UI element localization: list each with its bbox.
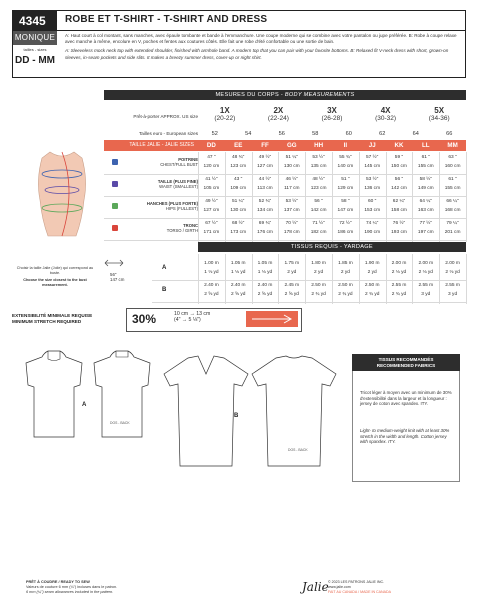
yardage-value: 2.00 m — [445, 261, 460, 266]
ready-to-sew-note: PRÊT À COUDRE / READY TO SEW Valeurs de couture 6 mm (¼") incluses dans le patron. 6 mm (¼") seam allowances included in the pattern. — [26, 580, 118, 594]
yardage-value: 1.80 m — [311, 261, 326, 266]
column-divider — [359, 254, 360, 304]
column-divider — [278, 254, 279, 304]
measurement-value: 190 cm — [364, 230, 381, 235]
measurement-value: 72 ½" — [339, 221, 352, 226]
measurement-value: 176 cm — [257, 230, 273, 235]
yardage-value: 2 ⅝ yd — [257, 292, 273, 297]
yardage-value: 2 ⅝ yd — [284, 292, 299, 297]
measurement-value: 113 cm — [257, 186, 273, 191]
recommended-fabrics-en: Light- to medium-weight knit with at least 30% stretch in the width and length. Cotton jersey with spandex. ITY. — [360, 428, 450, 445]
fabric-width: 56" 147 cm — [110, 272, 125, 282]
yardage-view-label: A — [162, 265, 167, 271]
measurement-value: 109 cm — [230, 186, 247, 191]
measurement-value: 77 ½" — [419, 221, 432, 226]
torso-illustration-icon — [32, 150, 92, 238]
yardage-value: 2 ¾ yd — [338, 292, 353, 297]
eu-size-cell: 52 — [211, 131, 218, 137]
measurement-color-marker — [112, 203, 118, 209]
eu-size-cell: 56 — [278, 131, 285, 137]
measurement-value: 135 cm — [310, 164, 327, 169]
column-divider — [386, 254, 387, 304]
measurement-value: 134 cm — [257, 208, 273, 213]
measurement-value: 182 cm — [310, 230, 327, 235]
description-fr: A: Haut court à col montant, sans manches, avec épaule tombante et bande à l'emmanchure. Une coupe moderne qui se combine avec votre pantalon ou jupe préférée. B: Robe à coupe relaxe avec manche à même, encolure en V, poches et fentes aux coutures côtés. Elle fait une robe d'été confortable ou une sortie de bain. — [65, 33, 457, 45]
measurement-value: 56 " — [314, 199, 323, 204]
yardage-value: 2 ⅝ yd — [230, 292, 246, 297]
view-a-back-tag: DOS - BACK — [110, 421, 130, 425]
jalie-size-cell: JJ — [368, 142, 376, 149]
measurement-value: 173 cm — [230, 230, 247, 235]
yardage-value: 2 yd — [287, 270, 297, 275]
yardage-title: TISSUS REQUIS - YARDAGE — [198, 242, 466, 252]
measurement-value: 130 cm — [230, 208, 247, 213]
eu-label: Tailles euro - European sizes — [139, 131, 198, 136]
yardage-value: 2 ⅛ yd — [418, 270, 433, 275]
rtw-size-cell: 3X (26-28) — [321, 106, 343, 122]
measurement-value: 53 ½" — [312, 155, 325, 160]
header-box — [12, 10, 466, 78]
measurement-value: 145 cm — [364, 164, 381, 169]
measurement-value: 76 ½" — [392, 221, 406, 226]
column-divider — [252, 254, 253, 304]
yardage-value: 2 ⅝ yd — [204, 292, 219, 297]
column-divider — [198, 254, 199, 304]
measurement-value: 63 " — [448, 155, 457, 160]
measurement-value: 147 cm — [337, 208, 354, 213]
rtw-size-cell: 4X (30-32) — [375, 106, 397, 122]
view-b-back-tag: DOS - BACK — [288, 448, 308, 452]
eu-size-cell: 54 — [245, 131, 252, 137]
yardage-value: 2 ¾ yd — [364, 292, 380, 297]
measurement-value: 70 ½" — [285, 221, 298, 226]
column-divider — [252, 152, 253, 242]
size-range: DD - MM — [15, 55, 55, 66]
eu-size-cell: 60 — [345, 131, 352, 137]
eu-size-cell: 62 — [379, 131, 386, 137]
yardage-value: 1 ⅛ yd — [204, 270, 219, 275]
description — [65, 33, 461, 64]
measurement-value: 68 ½" — [232, 221, 245, 226]
yardage-value: 1.75 m — [284, 261, 300, 266]
yardage-value: 2 ¾ yd — [311, 292, 326, 297]
measurement-label: HANCHES (PLUS FORTE) HIPS (FULLEST) — [146, 201, 198, 211]
measurement-value: 153 cm — [364, 208, 381, 213]
yardage-value: 1.05 m — [257, 261, 273, 266]
jalie-size-cell: GG — [286, 142, 297, 149]
choose-size-fr: Choisir la taille Jalie (Jolie) qui correspond au buste. — [16, 266, 94, 275]
measurement-value: 79 ¼" — [446, 221, 459, 226]
measurement-value: 197 cm — [417, 230, 434, 235]
column-divider — [412, 254, 413, 304]
measurement-value: 51 ¼" — [232, 199, 245, 204]
measurement-value: 142 cm — [391, 186, 407, 191]
column-divider — [332, 254, 333, 304]
recommended-fabrics-fr: Tricot léger à moyen avec un minimum de 30% d'extensibilité dans la largeur et la longueur : jersey de coton avec spandex. ITY. — [360, 390, 452, 407]
stretch-range: 10 cm → 13 cm (4" → 5 ⅛") — [174, 311, 211, 323]
measurement-value: 66 ¼" — [446, 199, 459, 204]
stretch-label: EXTENSIBILITÉ MINIMALE REQUISE MINIMUM STRETCH REQUIRED — [12, 313, 93, 324]
measurement-value: 56 " — [394, 177, 404, 182]
measurement-value: 69 ¾" — [258, 221, 272, 226]
yardage-value: 2.00 m — [391, 261, 407, 266]
measurement-color-marker — [112, 225, 118, 231]
yardage-value: 2.55 m — [418, 283, 434, 288]
measurement-value: 137 cm — [283, 208, 300, 213]
measurement-value: 123 cm — [310, 186, 327, 191]
measurement-value: 61 " — [421, 155, 430, 160]
yardage-value: 1 ⅛ yd — [257, 270, 273, 275]
view-b-label: B — [234, 413, 239, 419]
column-divider — [359, 152, 360, 242]
yardage-value: 2.50 m — [338, 283, 353, 288]
measurement-value: 64 ¼" — [419, 199, 432, 204]
measurement-value: 49 ½" — [205, 199, 218, 204]
measurement-value: 41 ½" — [205, 177, 218, 182]
measurement-value: 127 cm — [257, 164, 273, 169]
yardage-value: 2 yd — [367, 270, 377, 275]
column-divider — [332, 152, 333, 242]
jalie-size-cell: KK — [394, 142, 404, 149]
yardage-value: 2 ⅛ yd — [391, 270, 407, 275]
stretch-arrow-icon — [246, 311, 298, 327]
measurement-value: 150 cm — [391, 164, 407, 169]
measurement-value: 186 cm — [337, 230, 354, 235]
yardage-value: 2 ¾ yd — [391, 292, 407, 297]
measurement-value: 62 ¼" — [392, 199, 406, 204]
column-divider — [305, 152, 306, 242]
measurement-value: 52 ¾" — [258, 199, 272, 204]
rtw-size-cell: 1X (20-22) — [214, 106, 236, 122]
column-divider — [225, 152, 226, 242]
measurement-value: 127 cm — [203, 208, 220, 213]
yardage-value: 2.50 m — [364, 283, 380, 288]
yardage-value: 2 ⅛ yd — [445, 270, 460, 275]
measurement-value: 163 cm — [417, 208, 434, 213]
column-divider — [225, 254, 226, 304]
measurement-value: 53 ½" — [285, 199, 298, 204]
yardage-value: 1.05 m — [230, 261, 246, 266]
measurement-value: 67 ½" — [205, 221, 218, 226]
yardage-value: 2.55 m — [391, 283, 407, 288]
measurement-value: 142 cm — [310, 208, 327, 213]
column-divider — [412, 152, 413, 242]
measurement-value: 117 cm — [284, 186, 300, 191]
view-a-label: A — [82, 402, 87, 408]
rtw-size-cell: 5X (34-36) — [428, 106, 450, 122]
eu-size-cell: 64 — [412, 131, 419, 137]
yardage-value: 1.85 m — [338, 261, 353, 266]
row-divider — [152, 302, 466, 303]
column-divider — [439, 152, 440, 242]
measurement-value: 149 cm — [417, 186, 434, 191]
measurement-value: 61 " — [448, 177, 457, 182]
yardage-value: 2 yd — [314, 270, 324, 275]
measurement-value: 51 ¼" — [285, 155, 298, 160]
yardage-value: 3 yd — [448, 292, 458, 297]
yardage-value: 3 yd — [421, 292, 431, 297]
measurement-label: TRONC TORSO / GIRTH — [166, 223, 198, 233]
column-divider — [466, 254, 467, 304]
yardage-view-label: B — [162, 287, 167, 293]
measurement-value: 178 cm — [283, 230, 300, 235]
measurement-value: 136 cm — [364, 186, 381, 191]
jalie-size-cell: EE — [234, 142, 243, 149]
yardage-value: 1.00 m — [204, 261, 219, 266]
measurement-value: 168 cm — [444, 208, 461, 213]
eu-size-cell: 58 — [312, 131, 319, 137]
measurement-value: 201 cm — [444, 230, 461, 235]
measurement-value: 71 ½" — [312, 221, 325, 226]
measurement-value: 158 cm — [391, 208, 407, 213]
view-b-drawing-icon — [160, 350, 340, 470]
measurement-value: 51 " — [341, 177, 350, 182]
pattern-envelope — [12, 10, 466, 598]
measurement-value: 48 ¾" — [232, 155, 245, 160]
yardage-value: 1 ⅛ yd — [230, 270, 246, 275]
measurement-value: 155 cm — [417, 164, 434, 169]
column-divider — [466, 152, 467, 242]
yardage-value: 2.55 m — [445, 283, 460, 288]
yardage-value: 2.45 m — [284, 283, 300, 288]
yardage-value: 2.40 m — [230, 283, 246, 288]
measurement-value: 48 ½" — [312, 177, 325, 182]
choose-size-en: Choose the size closest to the bust measurement. — [23, 278, 87, 287]
measurement-value: 49 ½" — [258, 155, 272, 160]
measurement-label: TAILLE (PLUS FINE) WAIST (SMALLEST) — [157, 179, 198, 189]
brand-logo: Jalie — [302, 580, 329, 594]
measurement-value: 129 cm — [337, 186, 354, 191]
measurement-color-marker — [112, 181, 118, 187]
view-a-drawing-icon — [16, 345, 156, 445]
stretch-percent: 30% — [132, 312, 157, 326]
rtw-label: Prêt-à-porter APPROX. US size — [133, 114, 198, 119]
jalie-size-cell: HH — [314, 142, 324, 149]
measurement-value: 58 " — [341, 199, 350, 204]
measurement-value: 55 ¾" — [339, 155, 352, 160]
measurement-value: 123 cm — [230, 164, 247, 169]
jalie-size-cell: LL — [422, 142, 430, 149]
recommended-fabrics-box — [352, 354, 460, 482]
yardage-value: 1.90 m — [364, 261, 380, 266]
measurement-value: 58 ½" — [419, 177, 432, 182]
measurement-value: 53 ½" — [366, 177, 379, 182]
yardage-value: 2.00 m — [418, 261, 434, 266]
header-divider — [57, 30, 465, 31]
measurement-value: 43 " — [234, 177, 243, 182]
fabric-width-icon — [104, 258, 124, 268]
jalie-size-cell: DD — [206, 142, 216, 149]
sizes-label: tailles - sizes — [23, 47, 47, 52]
jalie-size-cell: FF — [261, 142, 269, 149]
measurement-value: 44 ½" — [258, 177, 272, 182]
description-en: A: Sleeveless mock neck top with extended shoulder, finished with armhole band. A modern top that you can pair with your favorite bottoms. B: Relaxed fit V-neck dress with short, grown-on sleeves, in-seam pockets and side slits. It makes a breezy summer dress, cover-up or night shirt. — [65, 48, 449, 60]
measurement-value: 140 cm — [337, 164, 354, 169]
pattern-title: ROBE ET T-SHIRT - T-SHIRT AND DRESS — [65, 14, 268, 25]
column-divider — [278, 152, 279, 242]
measurement-value: 171 cm — [203, 230, 220, 235]
measurement-color-marker — [112, 159, 118, 165]
row-divider — [152, 280, 466, 281]
measurement-value: 193 cm — [391, 230, 407, 235]
yardage-value: 2.40 m — [257, 283, 273, 288]
measurement-value: 59 " — [394, 155, 404, 160]
measurement-value: 155 cm — [444, 186, 461, 191]
measurement-label: POITRINE CHEST/FULL BUST — [160, 157, 198, 167]
measurement-value: 130 cm — [283, 164, 300, 169]
column-divider — [439, 254, 440, 304]
jalie-size-bar-label: TAILLE JALIE - JALIE SIZES — [129, 142, 194, 148]
measurement-value: 160 cm — [444, 164, 461, 169]
yardage-value: 2.40 m — [204, 283, 219, 288]
measurement-value: 74 ¼" — [366, 221, 379, 226]
rtw-size-cell: 2X (22-24) — [267, 106, 289, 122]
measurements-title: MESURES DU CORPS - BODY MEASUREMENTS — [104, 90, 466, 100]
yardage-value: 2.50 m — [311, 283, 326, 288]
jalie-size-cell: II — [343, 142, 348, 149]
measurement-value: 46 ½" — [285, 177, 298, 182]
recommended-fabrics-title: TISSUS RECOMMANDÉS RECOMMENDED FABRICS — [352, 354, 460, 371]
model-name: MONIQUE — [13, 31, 57, 45]
column-divider — [386, 152, 387, 242]
copyright-block: © 2023 LES PATRONS JALIE INC. www.jalie.com FAIT AU CANADA / MADE IN CANADA — [328, 580, 392, 594]
column-divider — [198, 152, 199, 242]
measurement-value: 120 cm — [203, 164, 220, 169]
measurement-value: 47 " — [207, 155, 216, 160]
measurement-value: 60 " — [368, 199, 377, 204]
jalie-size-cell: MM — [447, 142, 458, 149]
eu-size-cell: 66 — [446, 131, 453, 137]
yardage-value: 2 yd — [340, 270, 350, 275]
measurement-value: 57 ½" — [366, 155, 379, 160]
pattern-number: 4345 — [13, 11, 57, 31]
column-divider — [305, 254, 306, 304]
measurement-value: 105 cm — [203, 186, 220, 191]
